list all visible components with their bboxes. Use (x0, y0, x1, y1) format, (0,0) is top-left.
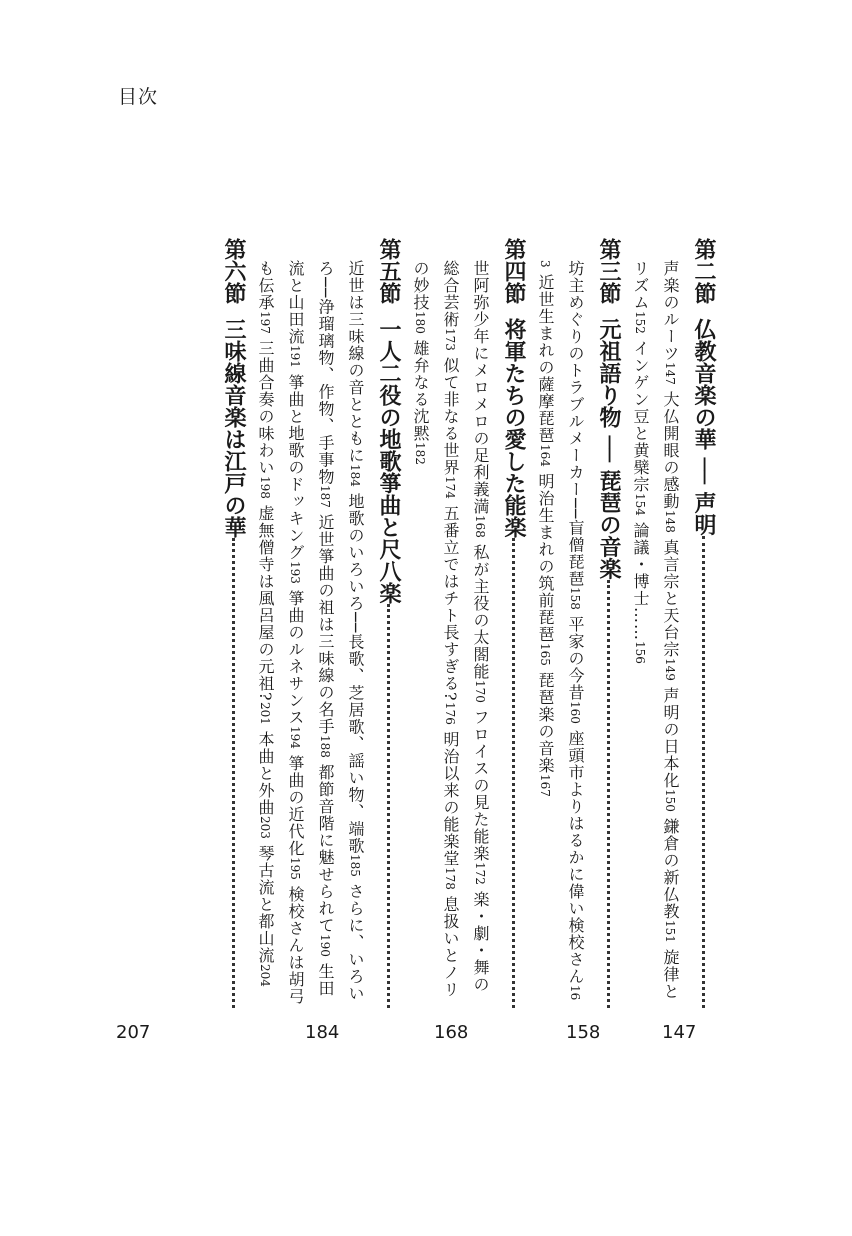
toc-entry: 大仏開眼の感動148 (661, 391, 680, 533)
section-page-number: 147 (662, 1022, 697, 1043)
section-name: 将軍たちの愛した能楽 (501, 318, 526, 538)
section-page-number: 207 (116, 1022, 151, 1043)
toc-entry: 検校さんは胡弓も伝承197 (256, 260, 305, 1005)
dot-leader (387, 604, 390, 1008)
toc-entry: 近世は三味線の音とともに184 (346, 260, 365, 487)
section-name: 三味線音楽は江戸の華 (221, 318, 246, 538)
toc-entry: 本曲と外曲203 (256, 730, 275, 839)
toc-entry: 明治生まれの筑前琵琶165 (536, 472, 555, 666)
toc-entry: さらに、いろいろ──浄瑠璃物、作物、手事物187 (316, 260, 365, 1003)
section-entries-4 (405, 238, 495, 1008)
toc-entry: 鎌倉の新仏教151 (661, 818, 680, 943)
toc-entry: インゲン豆と黄檗宗154 (631, 340, 650, 516)
toc-entry: 真言宗と天台宗149 (661, 539, 680, 681)
section-name: 元祖語り物 ── 琵琶の音楽 (596, 318, 621, 580)
dot-leader (607, 580, 610, 1008)
section-label: 第三節 (596, 238, 621, 304)
toc-entry: 五番立ではチト長すぎる?176 (441, 505, 460, 725)
section-label: 第二節 (691, 238, 716, 304)
section-label: 第四節 (501, 238, 526, 304)
toc-entry: 坊主めぐりのトラブルメーカー──盲僧琵琶158 (566, 260, 585, 611)
toc-entry: 箏曲の近代化195 (286, 755, 305, 880)
section-page-number: 184 (305, 1022, 340, 1043)
toc-entry: 息扱いとノリの妙技180 (411, 260, 460, 998)
section-page-number: 168 (434, 1022, 469, 1043)
section-title-4 (495, 238, 530, 1008)
toc-entry: 生田流と山田流191 (286, 260, 335, 998)
toc-entry: 平家の今昔160 (566, 616, 585, 725)
toc-entry: 地歌のいろいろ──長歌、芝居歌、謡い物、端歌185 (346, 493, 365, 878)
section-title-2 (685, 238, 720, 1008)
toc-entry: 楽・劇・舞の総合芸術173 (441, 260, 490, 993)
dot-leader (702, 536, 705, 1008)
toc-entry: フロイスの見た能楽172 (471, 709, 490, 885)
toc-entry: 近世箏曲の祖は三味線の名手188 (316, 514, 335, 759)
toc-entry: 箏曲のルネサンス194 (286, 590, 305, 749)
section-title-3 (590, 238, 625, 1008)
toc-entry: 虚無僧寺は風呂屋の元祖?201 (256, 505, 275, 725)
toc-entry: 明治以来の能楽堂178 (441, 730, 460, 890)
section-name: 仏教音楽の華 ── 声明 (691, 318, 716, 536)
toc-entry: 旋律とリズム152 (631, 260, 680, 1000)
section-entries-2 (625, 238, 685, 1008)
toc-entry: 三曲合奏の味わい198 (256, 340, 275, 499)
section-name: 一人二役の地歌箏曲と尺八楽 (376, 318, 401, 604)
dot-leader (232, 538, 235, 1008)
section-label: 第六節 (221, 238, 246, 304)
toc-entry: 似て非なる世界174 (441, 357, 460, 499)
dot-leader (512, 538, 515, 1008)
section-page-number: 158 (566, 1022, 601, 1043)
toc-entry: 雄弁なる沈黙182 (411, 340, 430, 465)
toc-entry: 都節音階に魅せられて190 (316, 764, 335, 958)
section-entries-5 (250, 238, 370, 1008)
toc-entry: 論議・博士……156 (631, 522, 650, 664)
section-label: 第五節 (376, 238, 401, 304)
toc-entry: 近世生まれの薩摩琵琶164 (536, 273, 555, 467)
toc-entry: 琴古流と都山流204 (256, 844, 275, 987)
toc-entry: 箏曲と地歌のドッキング193 (286, 374, 305, 584)
section-title-6 (215, 238, 250, 1008)
toc-entry: 世阿弥少年にメロメロの足利義満168 (471, 260, 490, 538)
toc-entry: 琵琶楽の音楽167 (536, 671, 555, 797)
page-header: 目次 (118, 86, 159, 108)
toc-entry: 私が主役の太閤能170 (471, 544, 490, 703)
toc-entry: 声明の日本化150 (661, 687, 680, 812)
toc-entry: 座頭市よりはるかに偉い検校さん163 (538, 260, 585, 1001)
section-entries-3 (530, 238, 590, 1008)
table-of-contents (100, 238, 720, 1008)
section-title-5 (370, 238, 405, 1008)
toc-entry: 声楽のルーツ147 (661, 260, 680, 385)
